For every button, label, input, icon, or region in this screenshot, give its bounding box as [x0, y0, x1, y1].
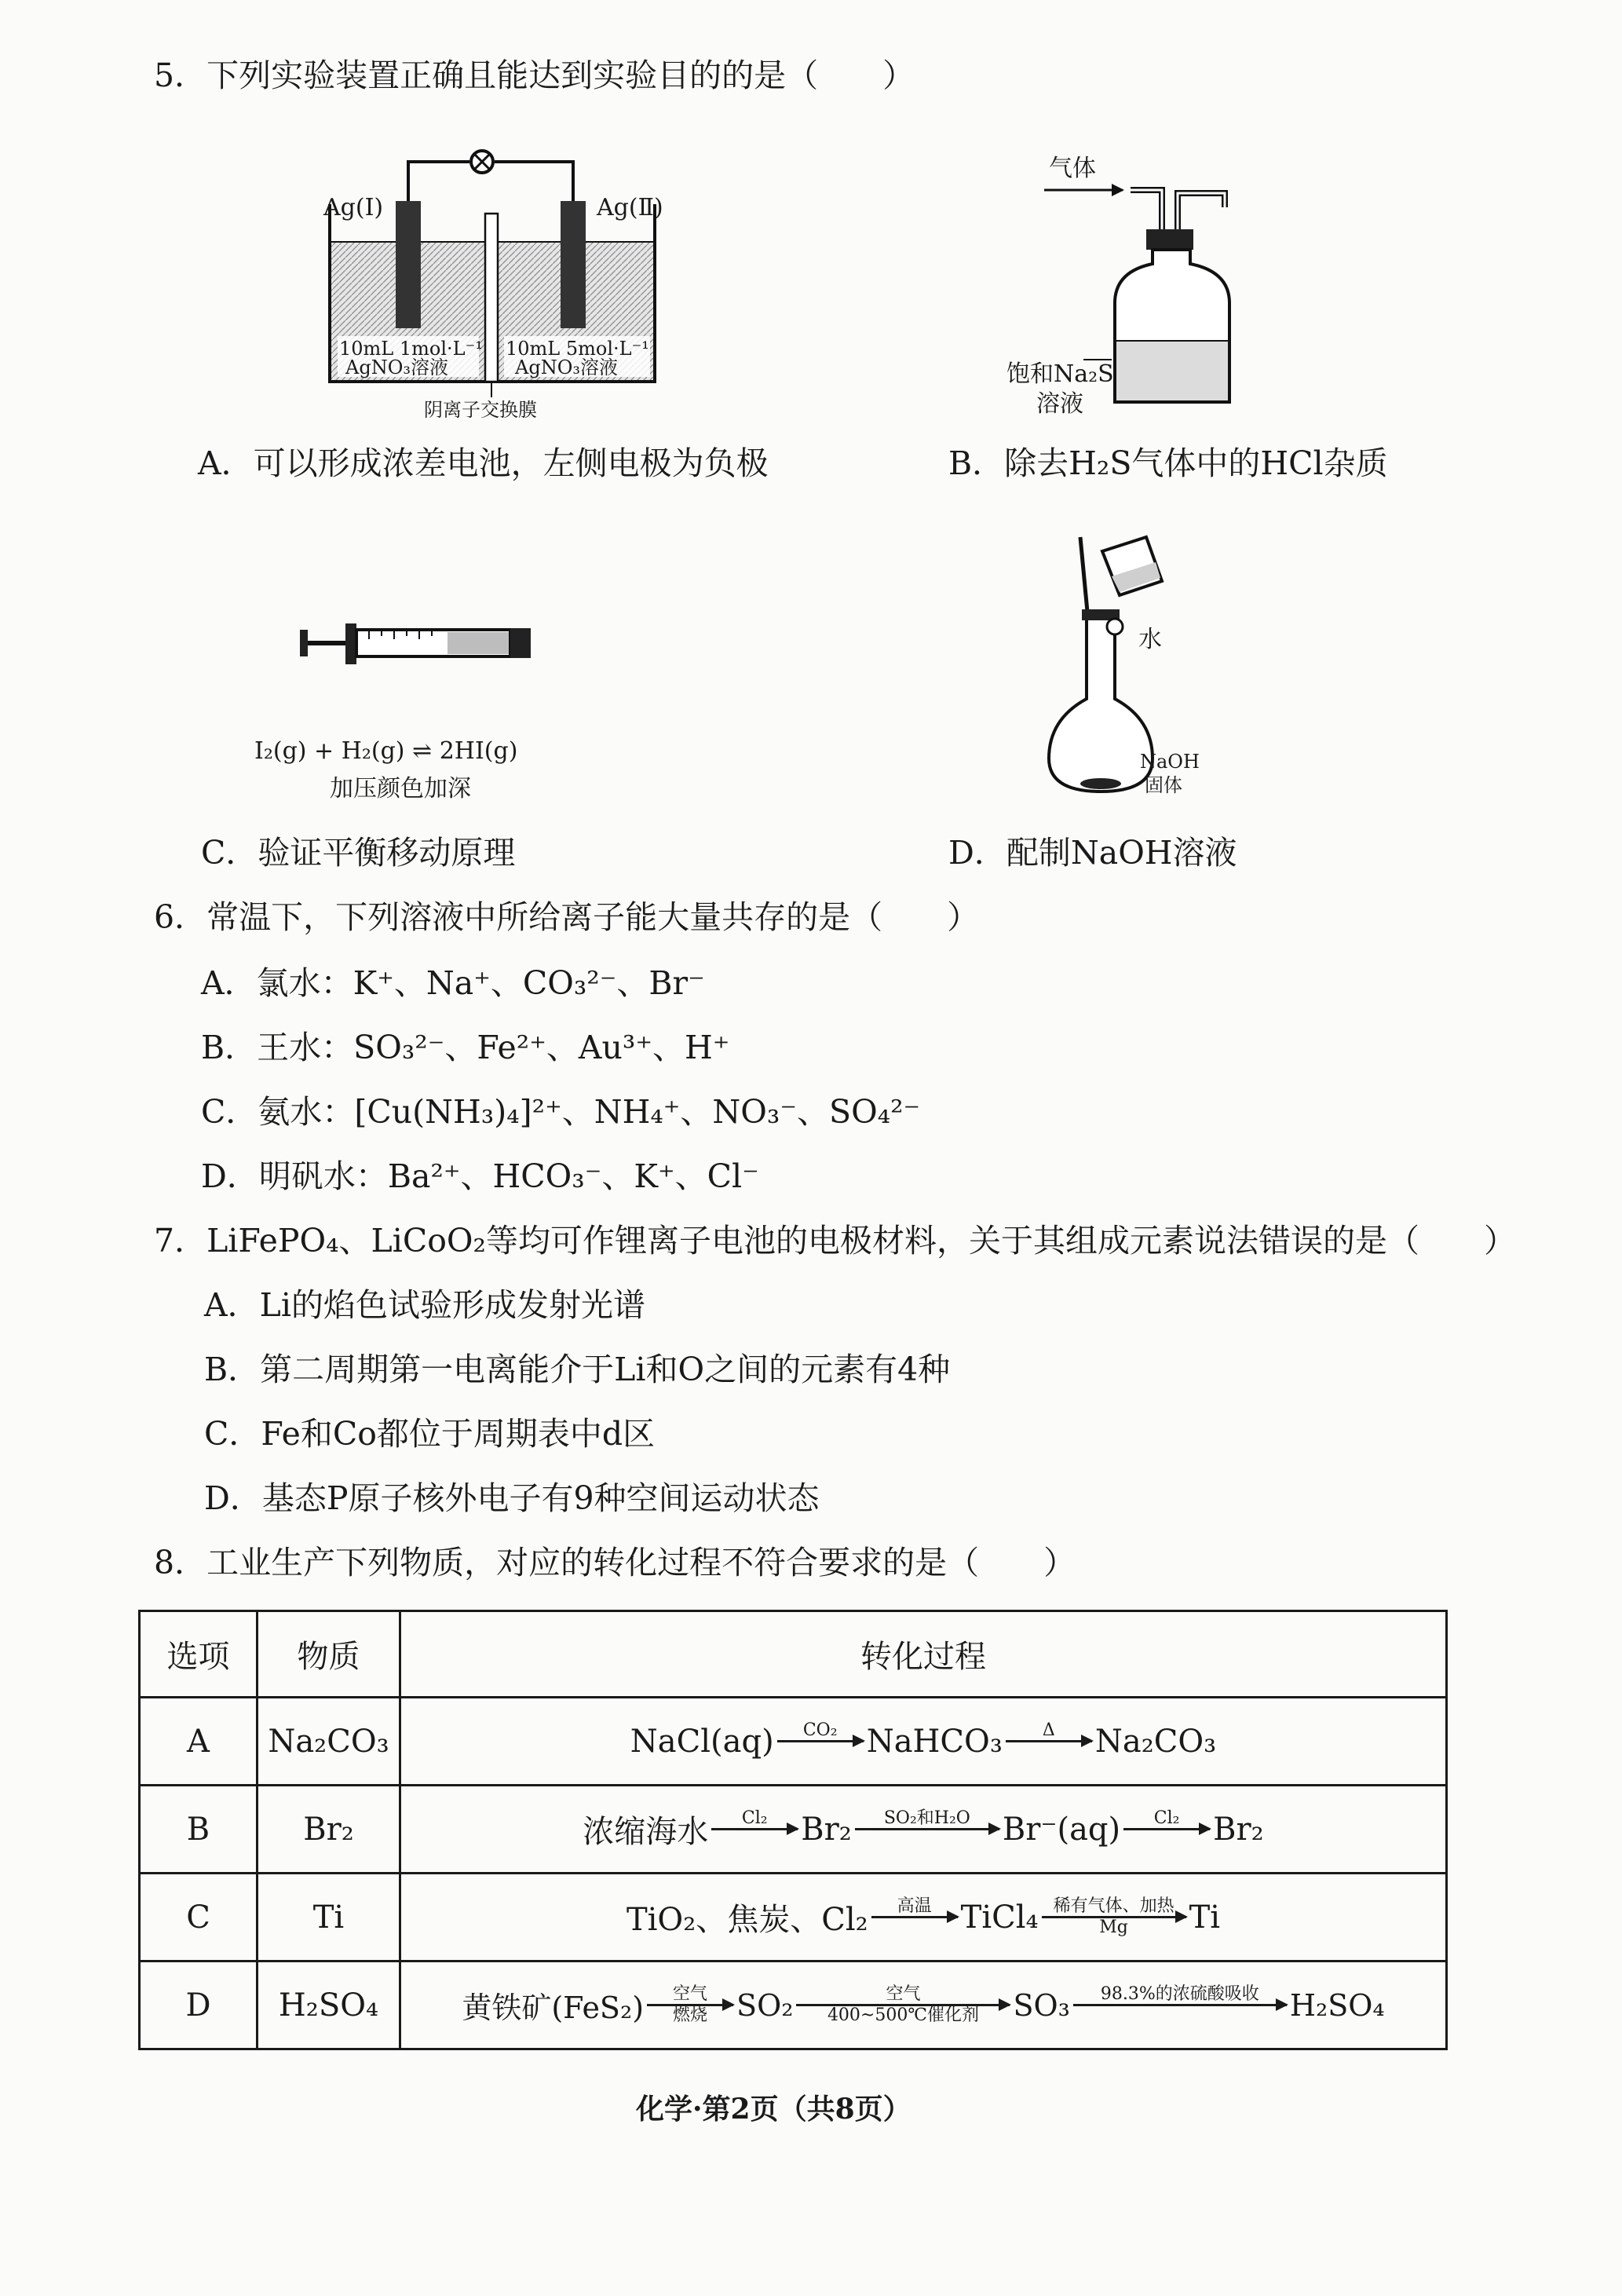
q8-row-c-substance: Ti — [258, 1874, 400, 1961]
condition-below: 燃烧 — [673, 2005, 708, 2025]
q5a-left-solution-1: 10mL 1mol·L⁻¹ — [339, 338, 483, 360]
arrow-icon — [777, 1740, 864, 1742]
q8-header-process: 转化过程 — [400, 1611, 1447, 1698]
q5a-membrane-label: 阴离子交换膜 — [424, 399, 537, 421]
reaction-arrow — [1042, 1897, 1186, 1937]
condition-below: 400~500℃催化剂 — [827, 2005, 979, 2025]
process-chain — [583, 1807, 1263, 1852]
arrow-icon — [647, 2004, 733, 2006]
q5a-left-solution-2: AgNO₃溶液 — [345, 356, 448, 378]
condition-below — [855, 1830, 999, 1849]
species-label: TiCl₄ — [960, 1899, 1039, 1936]
q7-option-b: B．第二周期第一电离能介于Li和O之间的元素有4种 — [204, 1351, 951, 1388]
species-label: Br₂ — [801, 1811, 852, 1848]
q5-stem: 5．下列实验装置正确且能达到实验目的的是（ ） — [154, 57, 915, 94]
condition-above: Cl₂ — [741, 1808, 768, 1828]
table-row — [140, 1961, 1447, 2049]
reaction-arrow — [777, 1721, 864, 1761]
condition-above: Cl₂ — [1153, 1808, 1180, 1828]
condition-above: 空气 — [886, 1984, 921, 2004]
condition-above: SO₂和H₂O — [883, 1808, 970, 1828]
arrow-icon — [1073, 2004, 1287, 2006]
arrow-icon — [1123, 1828, 1210, 1830]
q8-header-row — [140, 1611, 1447, 1698]
species-label: 黄铁矿(FeS₂) — [462, 1991, 645, 2025]
species-label: SO₂ — [736, 1987, 794, 2023]
condition-above: CO₂ — [802, 1720, 838, 1740]
q8-header-option: 选项 — [140, 1611, 258, 1698]
q5a-right-solution-1: 10mL 5mol·L⁻¹ — [506, 338, 649, 360]
species-label: Br⁻(aq) — [1002, 1811, 1121, 1848]
reaction-arrow — [1073, 1985, 1287, 2025]
q8-row-a-process — [400, 1698, 1447, 1786]
page-footer: 化学·第2页（共8页） — [636, 2093, 911, 2126]
q5a-cell-diagram — [314, 138, 675, 429]
condition-below: Mg — [1099, 1918, 1128, 1937]
condition-below — [711, 1830, 798, 1849]
species-label: NaCl(aq) — [630, 1723, 774, 1760]
q8-row-b-option: B — [140, 1786, 258, 1874]
q8-table — [138, 1610, 1448, 2050]
q7-option-a: A．Li的焰色试验形成发射光谱 — [204, 1286, 645, 1324]
condition-above: 高温 — [897, 1896, 932, 1916]
reaction-arrow — [1006, 1721, 1092, 1761]
q8-row-d-process — [400, 1961, 1447, 2049]
condition-above: 空气 — [673, 1984, 708, 2004]
electrode-right — [561, 201, 586, 328]
q8-row-b-substance: Br₂ — [258, 1786, 400, 1874]
table-row — [140, 1786, 1447, 1874]
q5c-equation: I₂(g) + H₂(g) ⇌ 2HI(g) — [254, 737, 518, 765]
process-chain — [627, 1895, 1220, 1940]
condition-below — [1073, 2006, 1287, 2025]
q8-header-substance: 物质 — [258, 1611, 400, 1698]
condition-below — [1123, 1830, 1210, 1849]
q6-option-d: D．明矾水：Ba²⁺、HCO₃⁻、K⁺、Cl⁻ — [201, 1157, 759, 1195]
q7-option-d: D．基态P原子核外电子有9种空间运动状态 — [204, 1479, 820, 1517]
arrow-icon — [871, 1916, 958, 1918]
arrow-icon — [1006, 1740, 1092, 1742]
q8-row-c-process — [400, 1874, 1447, 1961]
q5b-liquid-label-1: 饱和Na₂S — [1006, 360, 1114, 388]
q5c-syringe-diagram — [298, 612, 534, 675]
condition-below — [871, 1918, 958, 1937]
q6-option-a: A．氯水：K⁺、Na⁺、CO₃²⁻、Br⁻ — [201, 964, 705, 1002]
species-label: NaHCO₃ — [866, 1723, 1003, 1760]
process-chain — [630, 1721, 1216, 1761]
reaction-arrow — [1123, 1809, 1210, 1849]
condition-above: 98.3%的浓硫酸吸收 — [1100, 1984, 1259, 2004]
q5b-gas-label: 气体 — [1049, 155, 1096, 182]
q5a-electrode-left-label: Ag(Ⅰ) — [323, 194, 384, 221]
process-chain — [462, 1983, 1384, 2027]
q8-row-c-option: C — [140, 1874, 258, 1961]
q5d-solid-label-1: NaOH — [1140, 751, 1200, 773]
beaker-icon — [1102, 537, 1162, 595]
q5b-caption: B．除去H₂S气体中的HCl杂质 — [948, 444, 1388, 482]
q8-row-d-option: D — [140, 1961, 258, 2049]
species-label: SO₃ — [1013, 1987, 1070, 2023]
q5d-solid-label-2: 固体 — [1145, 774, 1182, 796]
q5a-right-solution-2: AgNO₃溶液 — [515, 356, 618, 378]
reaction-arrow — [647, 1985, 733, 2025]
reaction-arrow — [711, 1809, 798, 1849]
species-label: Ti — [1189, 1899, 1221, 1936]
q5d-water-label: 水 — [1138, 626, 1162, 653]
q8-row-a-option: A — [140, 1698, 258, 1786]
q5a-electrode-right-label: Ag(Ⅱ) — [597, 194, 663, 221]
species-label: H₂SO₄ — [1289, 1987, 1385, 2023]
q8-row-d-substance: H₂SO₄ — [258, 1961, 400, 2049]
condition-below — [777, 1742, 864, 1761]
species-label: TiO₂、焦炭、Cl₂ — [626, 1902, 868, 1938]
q6-option-c: C．氨水：[Cu(NH₃)₄]²⁺、NH₄⁺、NO₃⁻、SO₄²⁻ — [201, 1093, 921, 1131]
q5c-note: 加压颜色加深 — [330, 775, 471, 803]
species-label: 浓缩海水 — [583, 1814, 709, 1850]
arrow-icon — [855, 1828, 999, 1830]
reaction-arrow — [871, 1897, 958, 1937]
q7-option-c: C．Fe和Co都位于周期表中d区 — [204, 1415, 656, 1453]
bulb-icon — [471, 151, 493, 173]
condition-above: Δ — [1042, 1720, 1055, 1740]
arrow-icon — [711, 1828, 798, 1830]
table-row — [140, 1698, 1447, 1786]
condition-above: 稀有气体、加热 — [1053, 1896, 1174, 1916]
q5a-caption: A．可以形成浓差电池，左侧电极为负极 — [198, 444, 769, 482]
arrow-icon — [1042, 1916, 1186, 1918]
species-label: Na₂CO₃ — [1094, 1723, 1217, 1760]
q8-row-a-substance: Na₂CO₃ — [258, 1698, 400, 1786]
q5c-caption: C．验证平衡移动原理 — [201, 834, 516, 872]
condition-below — [1006, 1742, 1092, 1761]
arrow-icon — [796, 2004, 1010, 2006]
table-row — [140, 1874, 1447, 1961]
q6-stem: 6．常温下，下列溶液中所给离子能大量共存的是（ ） — [154, 898, 980, 936]
na2s-liquid — [1116, 341, 1228, 400]
reaction-arrow — [796, 1985, 1010, 2025]
q7-stem: 7．LiFePO₄、LiCoO₂等均可作锂离子电池的电极材料，关于其组成元素说法错误的是（ ） — [154, 1222, 1516, 1260]
q5d-caption: D．配制NaOH溶液 — [948, 834, 1237, 872]
q8-stem: 8．工业生产下列物质，对应的转化过程不符合要求的是（ ） — [154, 1544, 1076, 1581]
q6-option-b: B．王水：SO₃²⁻、Fe²⁺、Au³⁺、H⁺ — [201, 1029, 730, 1066]
q5b-liquid-label-2: 溶液 — [1036, 390, 1083, 418]
q8-row-b-process — [400, 1786, 1447, 1874]
electrode-left — [396, 201, 421, 328]
species-label: Br₂ — [1213, 1811, 1264, 1848]
reaction-arrow — [855, 1809, 999, 1849]
